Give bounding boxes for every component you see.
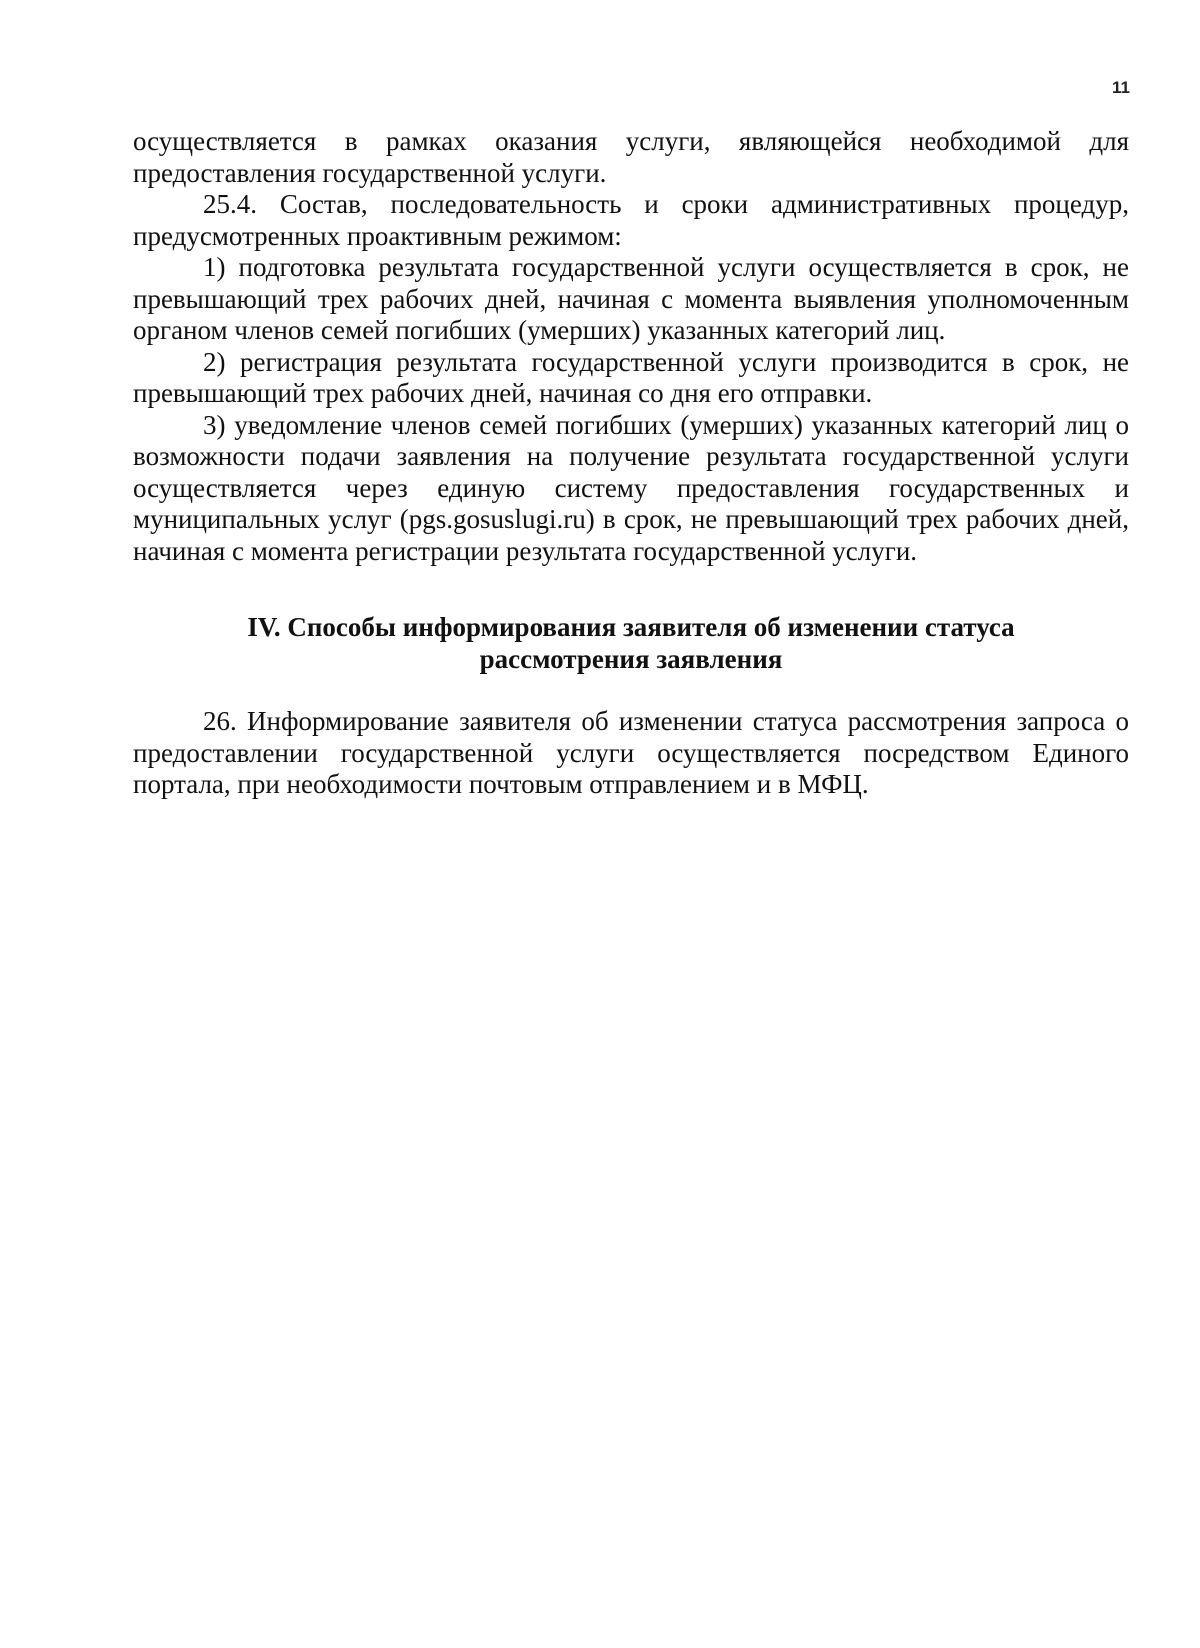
section-heading-line-1: IV. Способы информирования заявителя об изменении статуса [247, 612, 1015, 642]
paragraph-item-3: 3) уведомление членов семей погибших (умерших) указанных категорий лиц о возможности подачи заявления на получение результата государственной услуги осуществляется через единую систему предоставления государственных и муниципальных услуг (pgs.gosuslugi.ru) в срок, не превышающий трех рабочих дней, начиная с момента регистрации результата государственной услуги. [133, 409, 1129, 566]
section-heading-line-2: рассмотрения заявления [479, 644, 783, 674]
paragraph-item-1: 1) подготовка результата государственной услуги осуществляется в срок, не превышающий трех рабочих дней, начиная с момента выявления уполномоченным органом членов семей погибших (умерших) указанных категорий лиц. [133, 252, 1129, 345]
section-heading [133, 611, 1129, 675]
paragraph-26: 26. Информирование заявителя об изменении статуса рассмотрения запроса о предоставлении государственной услуги осуществляется посредством Единого портала, при необходимости почтовым отправлением и в МФЦ. [133, 706, 1129, 799]
document-body [133, 126, 1129, 801]
paragraph-25-4: 25.4. Состав, последовательность и сроки административных процедур, предусмотренных проактивным режимом: [133, 189, 1129, 251]
paragraph-continuation: осуществляется в рамках оказания услуги, являющейся необходимой для предоставления государственной услуги. [133, 126, 1129, 188]
page-number: 11 [1112, 78, 1130, 97]
paragraph-item-2: 2) регистрация результата государственной услуги производится в срок, не превышающий трех рабочих дней, начиная со дня его отправки. [133, 346, 1129, 408]
